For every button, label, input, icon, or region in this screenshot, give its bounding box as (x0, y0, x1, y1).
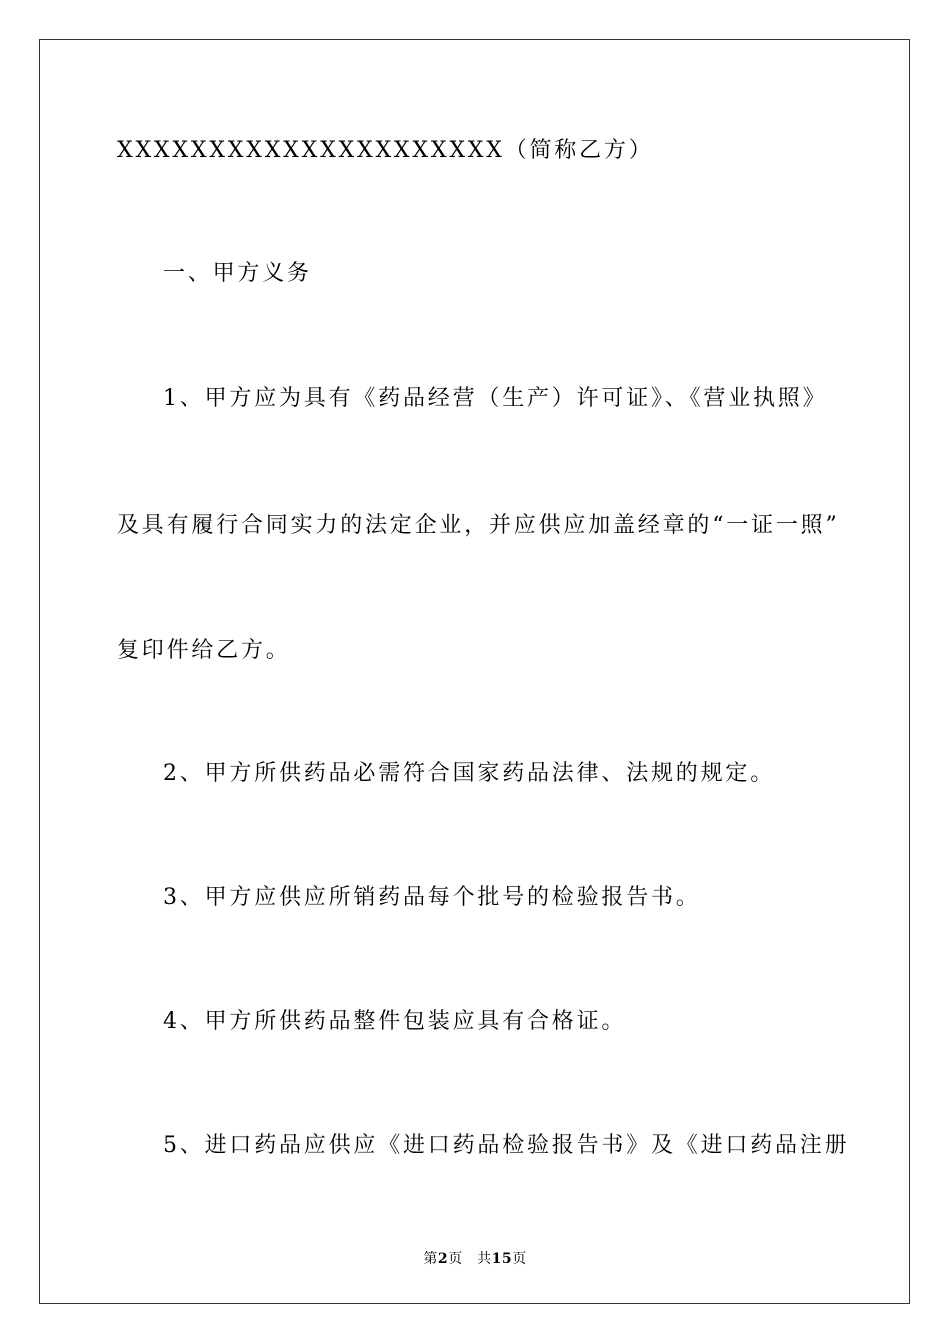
footer-middle: 页 共 (448, 1251, 492, 1267)
paragraph-line: 2、甲方所供药品必需符合国家药品法律、法规的规定。 (163, 761, 775, 786)
footer-prefix: 第 (423, 1251, 438, 1267)
paragraph-line: 3、甲方应供应所销药品每个批号的检验报告书。 (163, 885, 701, 910)
party-b-line: XXXXXXXXXXXXXXXXXXXXX（简称乙方） (117, 138, 654, 163)
paragraph-line: 及具有履行合同实力的法定企业，并应供应加盖经章的“一证一照” (117, 513, 840, 538)
footer-suffix: 页 (512, 1251, 527, 1267)
paragraph-line: 复印件给乙方。 (117, 638, 291, 663)
current-page-number: 2 (437, 1251, 449, 1267)
paragraph-line: 1、甲方应为具有《药品经营（生产）许可证》、《营业执照》 (163, 386, 828, 411)
section-heading: 一、甲方义务 (163, 261, 312, 286)
paragraph-line: 5、进口药品应供应《进口药品检验报告书》及《进口药品注册 (163, 1133, 850, 1158)
page-footer (0, 1250, 950, 1268)
page-border (39, 39, 910, 1304)
total-pages-number: 15 (491, 1251, 513, 1267)
paragraph-line: 4、甲方所供药品整件包装应具有合格证。 (163, 1009, 627, 1034)
